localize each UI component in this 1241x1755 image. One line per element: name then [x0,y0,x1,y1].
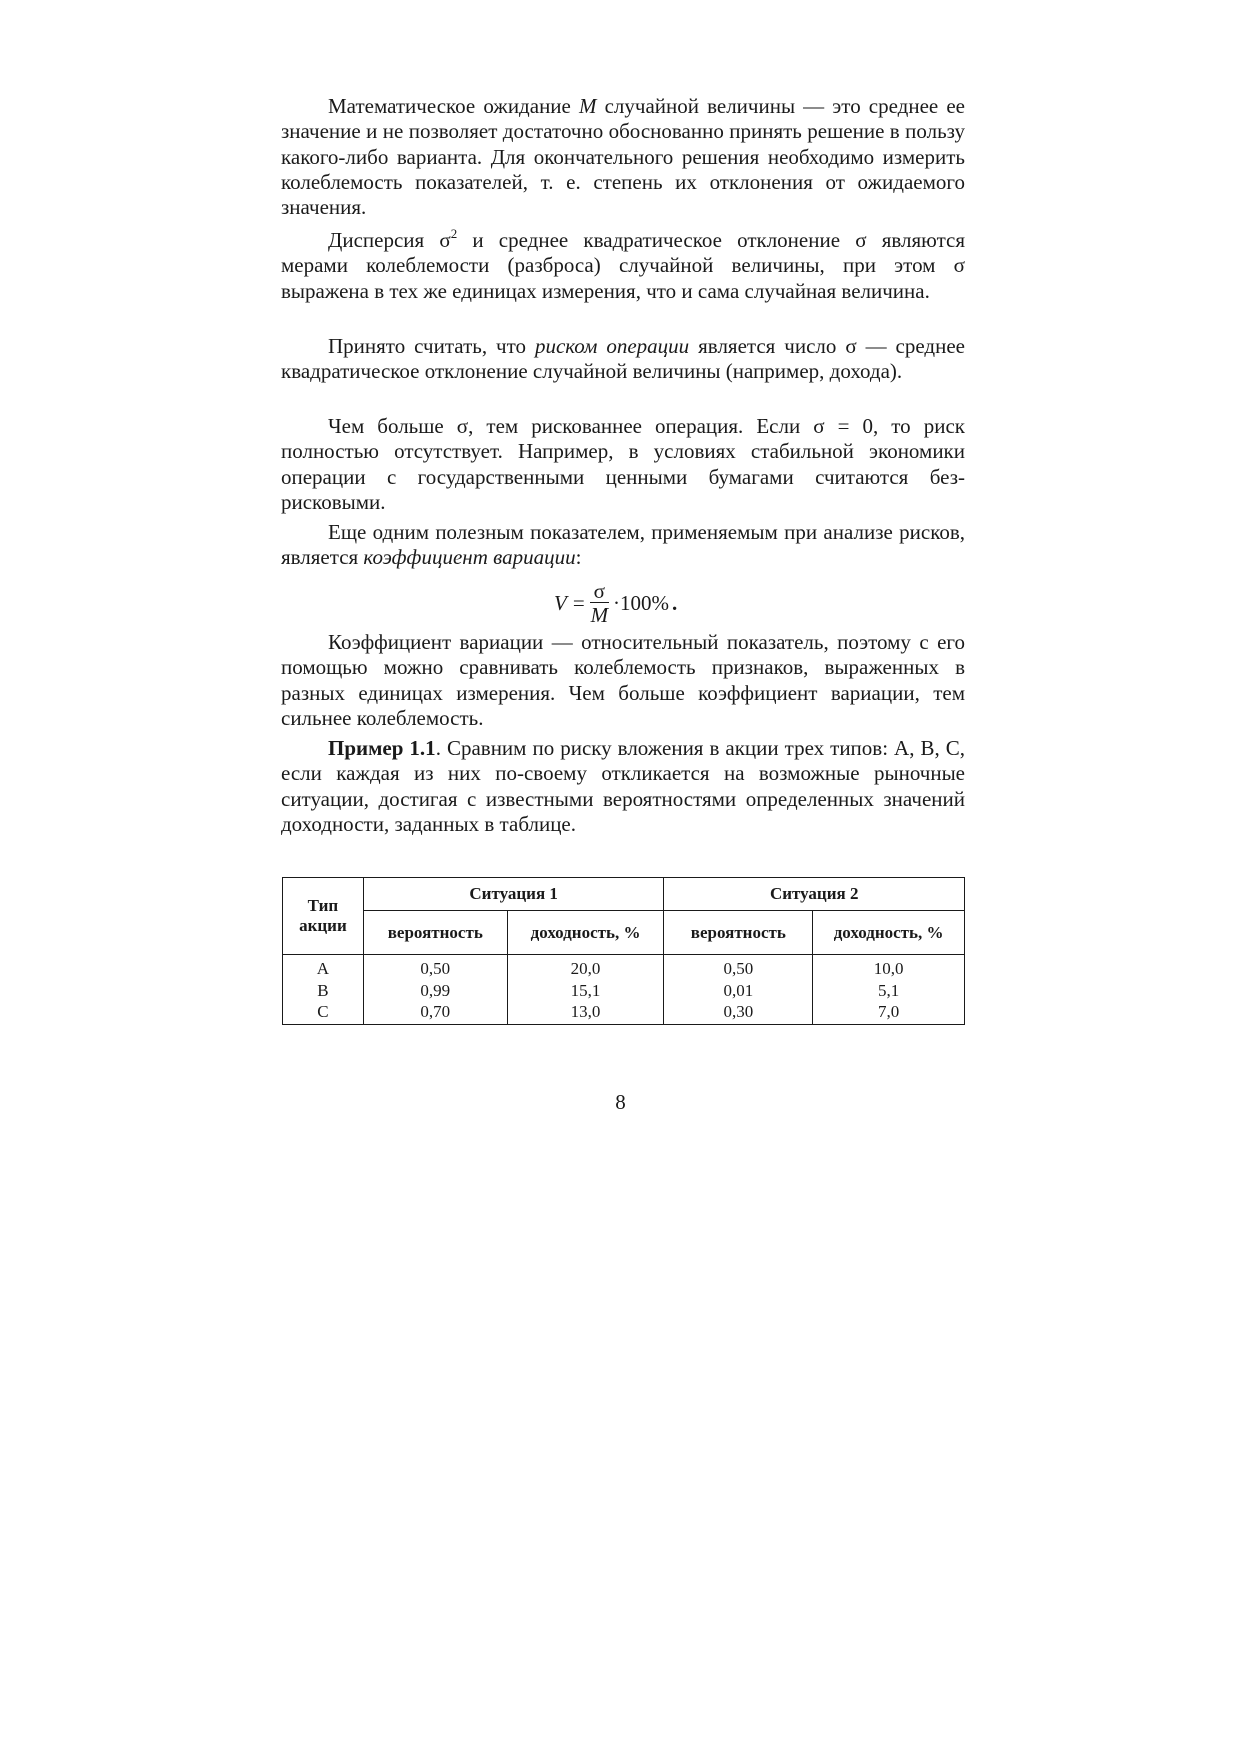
paragraph-expectation: Математическое ожидание M случайной величины — это среднее ее значение и не позволяет достаточно обоснованно принять решение в пользу какого-либо варианта. Для окончательного решения необходимо измерить колеблемость показателей, т. е. степень их отклонения от ожидаемого значения. [281,94,965,220]
cell-probability-1: 0,70 [363,1001,507,1024]
formula-period: . [672,590,678,615]
header-stock-type: Тип акции [283,878,364,955]
formula-fraction [590,580,609,627]
page-number: 8 [615,1090,626,1114]
formula-numerator: σ [590,580,609,603]
cell-probability-2: 0,30 [664,1001,813,1024]
paragraph-example: Пример 1.1. Сравним по риску вложения в акции трех типов: А, В, С, если каждая из них по-своему откликается на возможные рыночные ситуации, достигая с известными вероятностями определенных значений доходности, заданных в таблице. [281,736,965,836]
header-situation-2: Ситуация 2 [664,878,965,911]
formula-denominator: M [590,602,609,627]
header-yield-2: доходность, % [813,911,965,955]
cell-type: А [283,955,364,980]
formula-equals: = [572,590,585,615]
cell-yield-2: 10,0 [813,955,965,980]
table-row [283,980,965,1002]
header-situation-1: Ситуация 1 [363,878,664,911]
formula-lhs: V [554,590,567,615]
cell-probability-2: 0,01 [664,980,813,1002]
header-probability-1: вероятность [363,911,507,955]
cell-probability-1: 0,50 [363,955,507,980]
cell-probability-2: 0,50 [664,955,813,980]
cell-yield-1: 13,0 [507,1001,664,1024]
cell-probability-1: 0,99 [363,980,507,1002]
header-yield-1: доходность, % [507,911,664,955]
formula-multiplier: ·100% [613,590,669,615]
cell-type: С [283,1001,364,1024]
stock-situation-table [282,877,965,1025]
paragraph-variance: Дисперсия $\sigma^2$ и среднее квадратическое отклонение σ являются мерами колеблемости (разброса) случайной величины, при этом σ выражена в тех же единицах измерения, что и сама случайная величина. [281,226,966,303]
paragraph-variation-intro: Еще одним полезным показателем, применяемым при анализе рисков, является коэффициент вариации: [281,520,965,570]
paragraph-variation-meaning: Коэффициент вариации — относительный показатель, поэтому с его помощью можно сравнивать колеблемость признаков, выраженных в разных единицах измерения. Чем больше коэффициент вариации, тем сильнее колеблемость. [281,630,965,730]
paragraph-risk-example: Чем больше σ, тем рискованнее операция. Если σ = 0, то риск полностью отсутствует. Например, в условиях стабильной экономики операции с государственными ценными бумагами считаются безрисковыми. [281,414,965,514]
cell-yield-2: 5,1 [813,980,965,1002]
cell-yield-2: 7,0 [813,1001,965,1024]
cell-type: В [283,980,364,1002]
table-row [283,1001,965,1024]
cell-yield-1: 20,0 [507,955,664,980]
variation-formula [554,578,677,628]
header-probability-2: вероятность [664,911,813,955]
table-row [283,955,965,980]
cell-yield-1: 15,1 [507,980,664,1002]
paragraph-risk-definition: Принято считать, что риском операции является число σ — среднее квадратическое отклонение случайной величины (например, дохода). [281,334,965,384]
